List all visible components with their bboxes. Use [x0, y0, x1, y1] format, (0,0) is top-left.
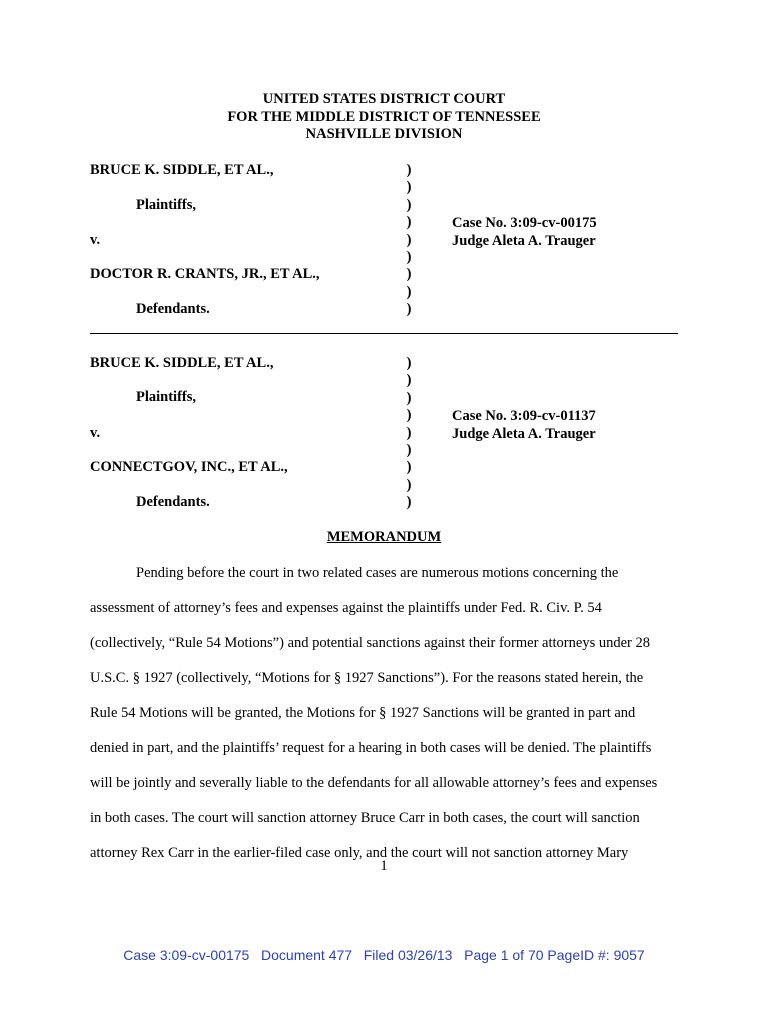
versus-label: v.	[90, 232, 101, 248]
body-line: in both cases. The court will sanction attorney Bruce Carr in both cases, the court will sanction	[90, 810, 640, 826]
judge-name: Judge Aleta A. Trauger	[452, 233, 596, 249]
defendants-label: Defendants.	[136, 301, 210, 317]
paren: )	[406, 459, 412, 476]
paren: )	[406, 476, 412, 493]
defendant-name: CONNECTGOV, INC., ET AL.,	[90, 459, 288, 475]
paren: )	[406, 441, 412, 458]
paren: )	[406, 196, 412, 213]
court-name: UNITED STATES DISTRICT COURT	[262, 91, 506, 107]
paren: )	[406, 266, 412, 283]
case-caption-1	[90, 162, 680, 322]
plaintiff-name: BRUCE K. SIDDLE, ET AL.,	[90, 162, 274, 178]
paren: )	[406, 214, 412, 231]
ecf-footer: Case 3:09-cv-00175 Document 477 Filed 03/26/13 Page 1 of 70 PageID #: 9057	[123, 947, 645, 963]
plaintiffs-label: Plaintiffs,	[136, 389, 197, 405]
case-info	[452, 407, 596, 443]
body-line: attorney Rex Carr in the earlier-filed case only, and the court will not sanction attorney Mary	[90, 845, 629, 861]
page-number: 1	[380, 858, 388, 874]
case-number: Case No. 3:09-cv-00175	[452, 215, 597, 231]
body-line: U.S.C. § 1927 (collectively, “Motions for § 1927 Sanctions”). For the reasons stated herein, the	[90, 670, 644, 686]
paren: )	[406, 162, 412, 178]
paren: )	[406, 179, 412, 196]
caption-parentheses	[403, 162, 415, 319]
body-line: Rule 54 Motions will be granted, the Motions for § 1927 Sanctions will be granted in part and	[90, 705, 636, 721]
versus-label: v.	[90, 425, 101, 441]
caption-parentheses	[403, 355, 415, 512]
memorandum-heading: MEMORANDUM	[326, 529, 442, 545]
case-number: Case No. 3:09-cv-01137	[452, 408, 596, 424]
paren: )	[406, 494, 412, 511]
case-caption-2	[90, 355, 680, 515]
defendant-name: DOCTOR R. CRANTS, JR., ET AL.,	[90, 266, 320, 282]
judge-name: Judge Aleta A. Trauger	[452, 426, 596, 442]
paren: )	[406, 389, 412, 406]
defendants-label: Defendants.	[136, 494, 210, 510]
paren: )	[406, 301, 412, 318]
body-line: (collectively, “Rule 54 Motions”) and potential sanctions against their former attorneys under 28	[90, 635, 650, 651]
plaintiff-name: BRUCE K. SIDDLE, ET AL.,	[90, 355, 274, 371]
caption-divider	[90, 333, 678, 334]
body-line: Pending before the court in two related cases are numerous motions concerning the	[136, 565, 619, 581]
paren: )	[406, 372, 412, 389]
paren: )	[406, 424, 412, 441]
paren: )	[406, 355, 412, 371]
body-line: will be jointly and severally liable to the defendants for all allowable attorney’s fees and expenses	[90, 775, 658, 791]
paren: )	[406, 283, 412, 300]
court-header	[0, 91, 768, 144]
division-name: NASHVILLE DIVISION	[305, 126, 463, 142]
paren: )	[406, 248, 412, 265]
district-name: FOR THE MIDDLE DISTRICT OF TENNESSEE	[227, 108, 541, 125]
paren: )	[406, 231, 412, 248]
plaintiffs-label: Plaintiffs,	[136, 197, 197, 213]
document-title	[0, 529, 768, 546]
body-line: assessment of attorney’s fees and expenses against the plaintiffs under Fed. R. Civ. P. 54	[90, 600, 602, 616]
case-info	[452, 214, 597, 250]
paren: )	[406, 407, 412, 424]
body-line: denied in part, and the plaintiffs’ request for a hearing in both cases will be denied. The plaintiffs	[90, 740, 652, 756]
